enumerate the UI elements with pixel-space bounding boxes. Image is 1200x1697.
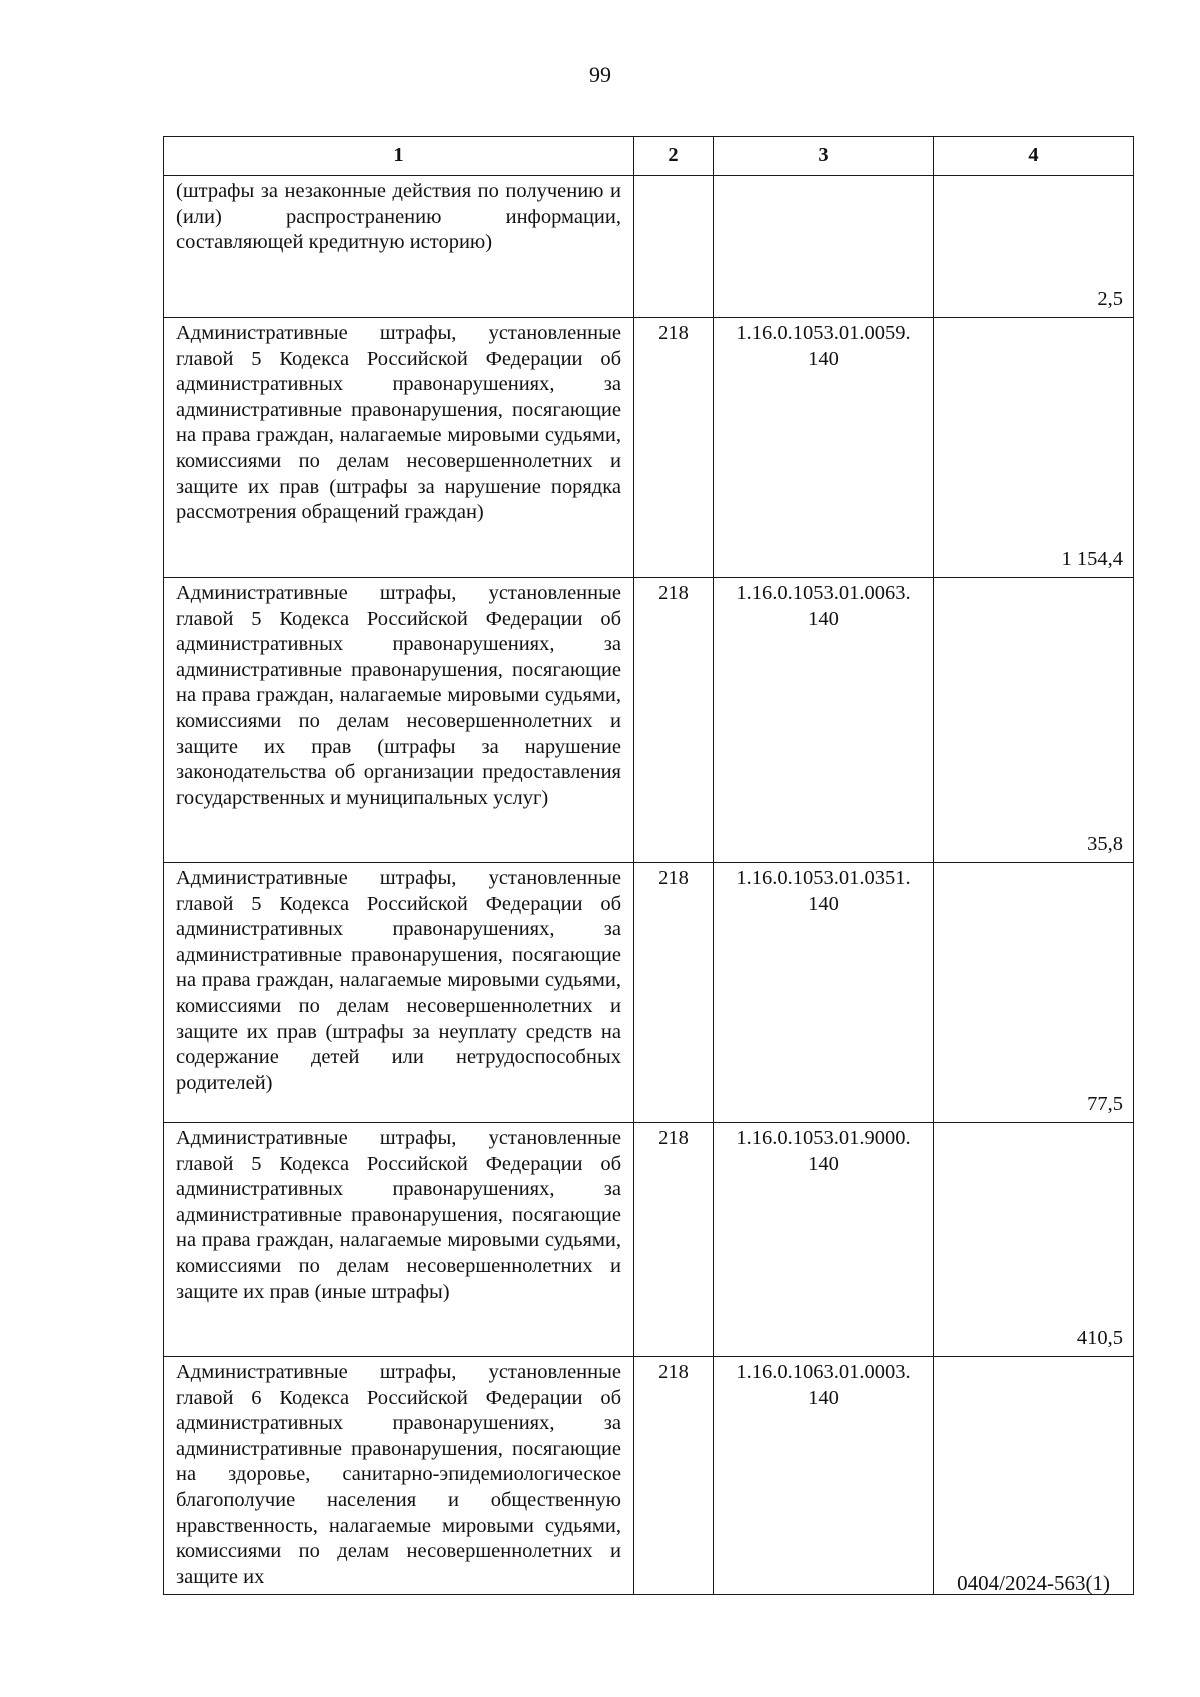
table-row — [164, 578, 1134, 863]
row-revenue-code: 1.16.0.1053.01.0059. 140 — [714, 318, 934, 578]
row-code-number: 218 — [634, 1123, 714, 1357]
header-col-3: 3 — [714, 137, 934, 176]
table-row — [164, 1357, 1134, 1595]
row-code-number: 218 — [634, 318, 714, 578]
revenue-table — [163, 136, 1134, 1595]
row-description: Административные штрафы, установленные главой 5 Кодекса Российской Федерации об административных правонарушениях, за административные правонарушения, посягающие на права граждан, налагаемые мировыми судьями, комиссиями по делам несовершеннолетних и защите их прав (штрафы за неуплату средств на содержание детей или нетрудоспособных родителей) — [164, 863, 634, 1123]
table-row — [164, 318, 1134, 578]
row-description: Административные штрафы, установленные главой 6 Кодекса Российской Федерации об административных правонарушениях, за административные правонарушения, посягающие на здоровье, санитарно-эпидемиологическое благополучие населения и общественную нравственность, налагаемые мировыми судьями, комиссиями по делам несовершеннолетних и защите их — [164, 1357, 634, 1595]
header-col-2: 2 — [634, 137, 714, 176]
row-description: Административные штрафы, установленные главой 5 Кодекса Российской Федерации об административных правонарушениях, за административные правонарушения, посягающие на права граждан, налагаемые мировыми судьями, комиссиями по делам несовершеннолетних и защите их прав (штрафы за нарушение порядка рассмотрения обращений граждан) — [164, 318, 634, 578]
row-amount: 1 154,4 — [934, 318, 1134, 578]
table-row — [164, 176, 1134, 318]
row-revenue-code: 1.16.0.1053.01.0351. 140 — [714, 863, 934, 1123]
row-amount: 2,5 — [934, 176, 1134, 318]
document-registration-code: 0404/2024-563(1) — [957, 1571, 1110, 1595]
row-description: Административные штрафы, установленные главой 5 Кодекса Российской Федерации об административных правонарушениях, за административные правонарушения, посягающие на права граждан, налагаемые мировыми судьями, комиссиями по делам несовершеннолетних и защите их прав (иные штрафы) — [164, 1123, 634, 1357]
row-revenue-code — [714, 176, 934, 318]
row-amount: 410,5 — [934, 1123, 1134, 1357]
row-code-number: 218 — [634, 863, 714, 1123]
row-amount — [934, 1357, 1134, 1595]
row-code-number — [634, 176, 714, 318]
table-row — [164, 1123, 1134, 1357]
row-description: (штрафы за незаконные действия по получению и (или) распространению информации, составляющей кредитную историю) — [164, 176, 634, 318]
row-code-number: 218 — [634, 1357, 714, 1595]
table-header-row — [164, 137, 1134, 176]
row-revenue-code: 1.16.0.1053.01.0063. 140 — [714, 578, 934, 863]
page-number: 99 — [589, 62, 611, 87]
row-amount: 35,8 — [934, 578, 1134, 863]
row-amount: 77,5 — [934, 863, 1134, 1123]
row-revenue-code: 1.16.0.1053.01.9000. 140 — [714, 1123, 934, 1357]
row-code-number: 218 — [634, 578, 714, 863]
table-row — [164, 863, 1134, 1123]
header-col-1: 1 — [164, 137, 634, 176]
header-col-4: 4 — [934, 137, 1134, 176]
row-description: Административные штрафы, установленные главой 5 Кодекса Российской Федерации об административных правонарушениях, за административные правонарушения, посягающие на права граждан, налагаемые мировыми судьями, комиссиями по делам несовершеннолетних и защите их прав (штрафы за нарушение законодательства об организации предоставления государственных и муниципальных услуг) — [164, 578, 634, 863]
row-revenue-code: 1.16.0.1063.01.0003. 140 — [714, 1357, 934, 1595]
